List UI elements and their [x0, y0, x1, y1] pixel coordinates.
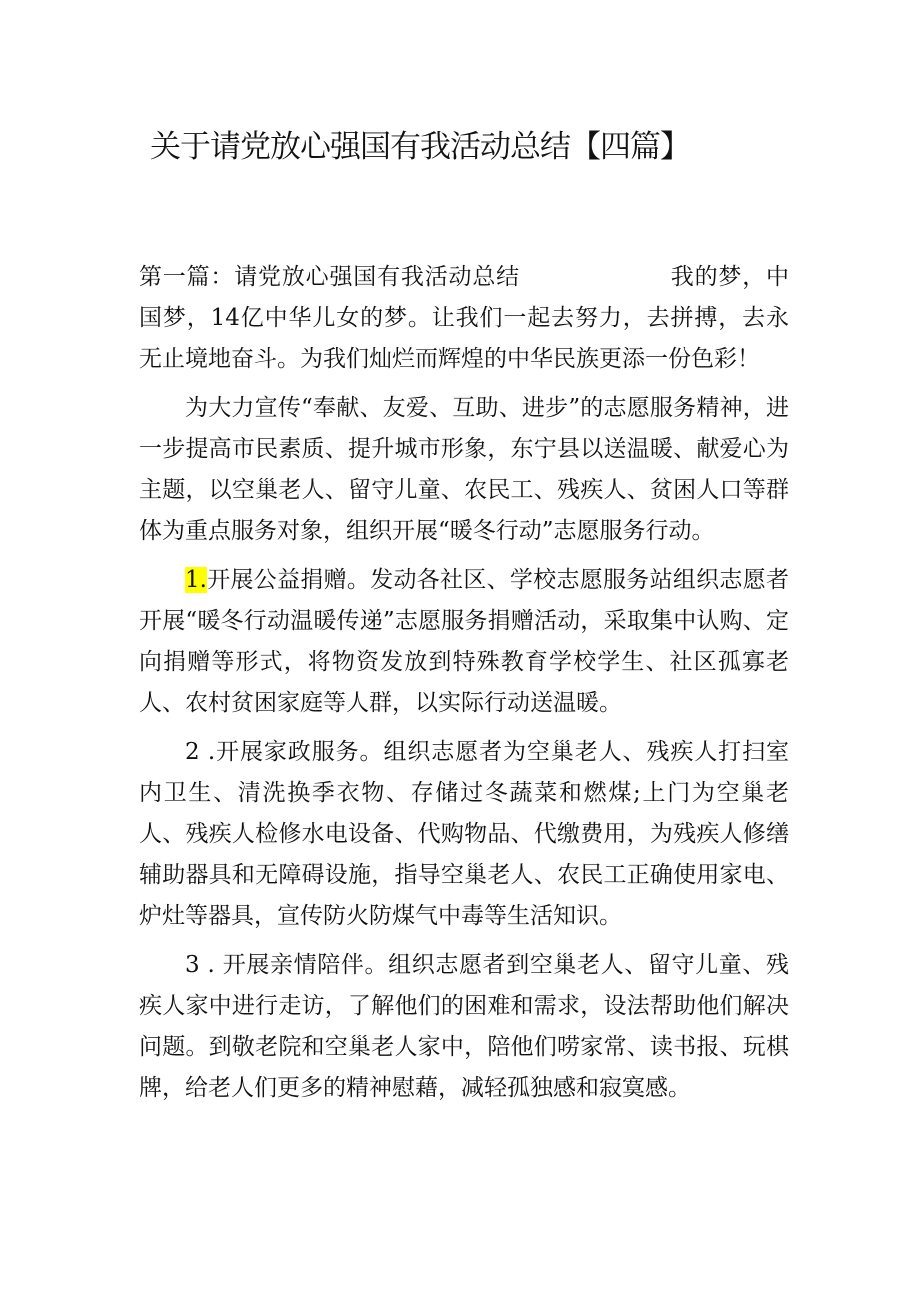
item-3: 3 . 开展亲情陪伴。组织志愿者到空巢老人、留守儿童、残疾人家中进行走访，了解他们的困难和需求，设法帮助他们解决问题。到敬老院和空巢老人家中，陪他们唠家常、读书报、玩棋牌，给老人们更多的精神慰藉，减轻孤独感和寂寞感。: [139, 952, 789, 1101]
intro-paragraph: [139, 257, 789, 380]
paragraph-1: 为大力宣传“奉献、友爱、互助、进步”的志愿服务精神，进一步提高市民素质、提升城市形象，东宁县以送温暖、献爱心为主题，以空巢老人、留守儿童、农民工、残疾人、贫困人口等群体为重点服务对象，组织开展“暖冬行动”志愿服务行动。: [139, 395, 789, 544]
document-body: [139, 257, 789, 1117]
item-2: 2 .开展家政服务。组织志愿者为空巢老人、残疾人打扫室内卫生、清洗换季衣物、存储过冬蔬菜和燃煤;上门为空巢老人、残疾人检修水电设备、代购物品、代缴费用，为残疾人修缮辅助器具和无障碍设施，指导空巢老人、农民工正确使用家电、炉灶等器具，宣传防火防煤气中毒等生活知识。: [139, 739, 789, 929]
intro-text: 我的梦，中国梦，14亿中华儿女的梦。让我们一起去努力，去拼搏，去永无止境地奋斗。为我们灿烂而辉煌的中华民族更添一份色彩！: [139, 264, 790, 372]
first-heading: 第一篇：请党放心强国有我活动总结: [139, 264, 520, 290]
document-title: 关于请党放心强国有我活动总结【四篇】: [150, 129, 690, 165]
item-1-text: 开展公益捐赠。发动各社区、学校志愿服务站组织志愿者开展“暖冬行动温暖传递”志愿服务捐赠活动，采取集中认购、定向捐赠等形式，将物资发放到特殊教育学校学生、社区孤寡老人、农村贫困家庭等人群，以实际行动送温暖。: [139, 567, 789, 716]
item-1: [139, 560, 789, 724]
highlighted-number: 1.: [185, 567, 207, 593]
